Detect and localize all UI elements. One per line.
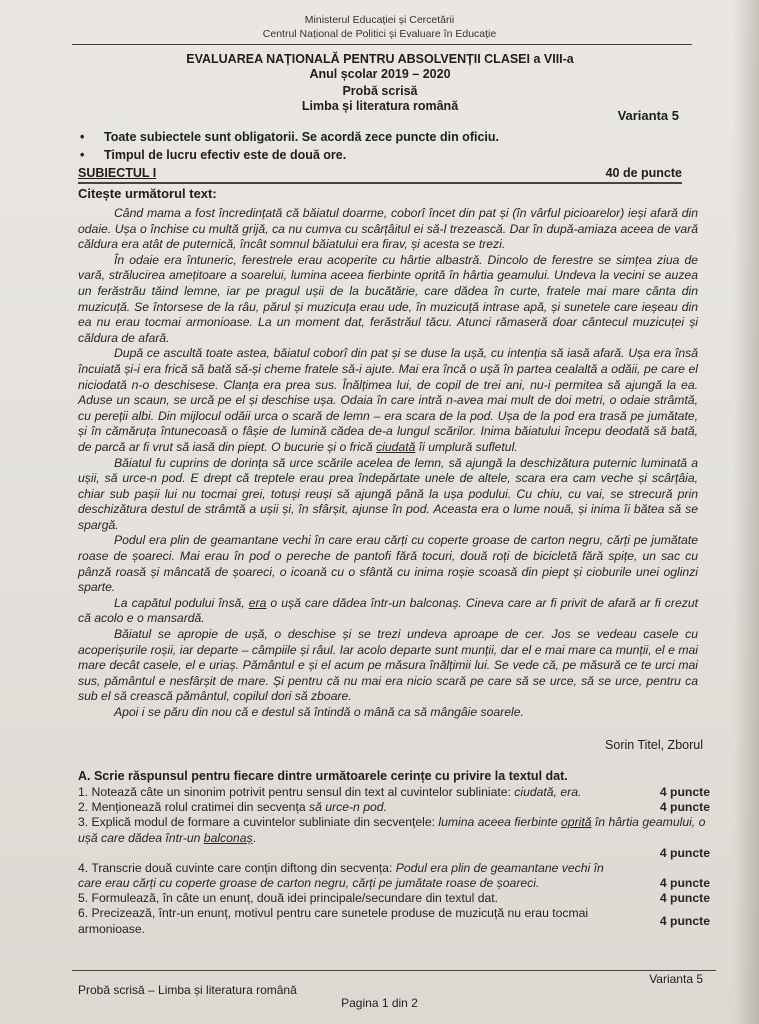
question-italic: lumina aceea fierbinte <box>438 815 562 830</box>
story-paragraph: Când mama a fost încredințată că băiatul doarme, coborî încet din pat și (în vârful picioarelor) ieși afară din odaie. Ușa o închise cu multă grijă, ca nu cumva cu scârțâitul ei să-l trezească. Dar în după-amiaza aceea de vară căldura era atât de puternică, încât somnul băiatului era firav, și acesta se trezi. <box>78 206 698 252</box>
question-points: 4 puncte <box>659 913 710 928</box>
rule-item: • Timpul de lucru efectiv este de două ore. <box>78 146 698 164</box>
school-year: Anul școlar 2019 – 2020 <box>309 67 451 81</box>
ministry-name: Ministerul Educației și Cercetării <box>304 14 455 26</box>
story-paragraph: Podul era plin de geamantane vechi în care erau cărți cu coperte groase de carton negru, cărți pe jumătate roase de șoareci. Mai erau în pod o pereche de pantofi fără tocuri, două roți de bicicletă fără spițe, un sac cu pânză roasă și mâncată de șoareci, o icoană cu o sfântă cu inima roșie scoasă din piept și cioburile unei oglinzi sparte. <box>78 533 698 595</box>
question-text: 3. Explică modul de formare a cuvintelor subliniate din secvențele: <box>78 815 439 830</box>
story-paragraph: Băiatul fu cuprins de dorința să urce scările acelea de lemn, să ajungă la deschizătura puternic luminată a ușii, să urce-n pod. E drept că treptele erau prea îndepărtate unele de altele, scara era cam veche și scârțâia, chiar sub pașii lui nu tocmai grei, totuși reuși să ajungă până la ușa podului. Cu chiu, cu vai, se strecură prin deschizătura destul de strâmtă a ușii și, în sfârșit, ajunse în pod. Aceasta era o lume nouă, și inima îi bătea să se spargă. <box>78 455 698 532</box>
section-rule <box>78 182 682 184</box>
question-points: 4 puncte <box>659 891 710 906</box>
test-type: Probă scrisă <box>342 84 418 98</box>
story-paragraph: În odaie era întuneric, ferestrele erau acoperite cu hârtie albastră. Dincolo de ferestre se simțea ziua de vară, strălucirea amețitoare a soarelui, lumina aceea fierbinte oprită în hârtia geamului. Undeva la vecini se auzea un ferăstrău tăind lemne, iar pe pragul ușii de la bucătărie, care dădea în curte, fratele mai mare cânta din muzicuță. Se întorsese de la râu, părul și muzicuța erau ude, în muzicuță intrase apă, și sunetele care ieșeau din ea nu erau tocmai armonioase. La un moment dat, ferăstrăul tăcu. Atunci rămaseră doar cântecul muzicuței și căldura de afară. <box>78 252 698 345</box>
text-run: După ce ascultă toate astea, băiatul coborî din pat și se duse la ușă, cu intenția să iasă afară. Ușa era însă încuiată și-i era frică să bată să-și cheme fratele să-i ajute. Mai era încă o ușă în partea cealaltă a odăii, pe care el niciodată n-o deschisese. Clanța era prea sus. Înălțimea lui, de copil de trei ani, nu-i permitea să ajungă la ea. Aduse un scaun, se urcă pe el și deschise ușa. Odaia în care intră n-avea mai mult de doi metri, o odaie strâmtă, cu pereții albi. Din mijlocul odăii urca o scară de lemn – era scara de la pod. Ușa de la pod era trasă pe jumătate, și în cămăruța întunecoasă o fâșie de lumină cădea de-a lungul scărilor. Inima băiatului începu deodată să bată, de parcă ar fi vrut să iasă din piept. O bucurie și o frică <box>78 346 698 454</box>
story-paragraph <box>78 596 698 627</box>
question-italic: în hârtia geamului, o ușă care dădea într-un <box>78 815 706 845</box>
question-text: 6. Precizează, într-un enunț, motivul pentru care sunetele produse de muzicuță nu erau tocmai armonioase. <box>78 906 589 936</box>
header-rule <box>72 44 692 45</box>
question-item <box>78 906 710 936</box>
section-points: 40 de puncte <box>605 166 682 180</box>
rules-list <box>78 128 698 164</box>
text-run: îi umplură sufletul. <box>415 439 518 454</box>
question-points: 4 puncte <box>659 785 710 799</box>
underlined-word: oprită <box>561 815 592 830</box>
variant-label: Varianta 5 <box>617 108 679 123</box>
page-number: Pagina 1 din 2 <box>341 996 418 1010</box>
question-italic: Podul era plin de geamantane vechi în care erau cărți cu coperte groase de carton negru, cărți pe jumătate roase de șoareci. <box>78 860 604 891</box>
exam-title: EVALUAREA NAȚIONALĂ PENTRU ABSOLVENȚII CLASEI a VIII-a <box>186 52 574 66</box>
question-italic: ciudată, era. <box>514 785 582 799</box>
question-item <box>78 785 710 800</box>
question-text: 5. Formulează, în câte un enunț, două idei principale/secundare din textul dat. <box>78 891 499 906</box>
question-italic: să urce-n pod. <box>309 800 387 815</box>
underlined-word: balconaș <box>203 830 253 845</box>
rule-item: • Toate subiectele sunt obligatorii. Se acordă zece puncte din oficiu. <box>78 128 698 146</box>
section-title: SUBIECTUL I <box>78 166 157 180</box>
story-paragraph: Băiatul se apropie de ușă, o deschise și se trezi undeva aproape de cer. Jos se vedeau casele cu acoperișurile roșii, iar departe – câmpiile și râul. Iar acolo departe sunt munții, dar el e mai mare ca munții, el e mai mare decât casele, el e uriaș. Pământul e și el acum pe măsura înălțimii lui. Se vede că, pe măsură ce te urci mai sus, pământul e nesfârșit de mare. Și pentru că nu mai era nicio scară pe care să se urce, să se urce, pentru ca sub el să crească pământul, copilul dori să zboare. <box>78 627 698 704</box>
question-list <box>78 785 710 937</box>
underlined-word: era <box>248 595 267 610</box>
question-item <box>78 815 710 860</box>
question-points: 4 puncte <box>659 800 710 815</box>
part-a-heading: A. Scrie răspunsul pentru fiecare dintre următoarele cerințe cu privire la textul dat. <box>78 769 568 783</box>
question-points: 4 puncte <box>659 876 710 891</box>
underlined-word: ciudată <box>376 439 416 454</box>
reading-instruction: Citește următorul text: <box>78 186 217 201</box>
story-paragraph <box>78 346 698 455</box>
question-text: 4. Transcrie două cuvinte care conțin diftong din secvența: <box>78 860 396 875</box>
question-item <box>78 861 710 891</box>
question-text: . <box>252 830 256 845</box>
center-name: Centrul Național de Politici și Evaluare în Educație <box>262 28 497 40</box>
footer-subject: Probă scrisă – Limba și literatura română <box>78 983 297 997</box>
text-run: o ușă care dădea într-un balconaș. Cineva care ar fi privit de afară ar fi crezut că acolo e o mansardă. <box>78 595 698 626</box>
question-points: 4 puncte <box>659 845 710 860</box>
story-text <box>78 206 698 721</box>
question-item <box>78 891 710 906</box>
question-text: 1. Notează câte un sinonim potrivit pentru sensul din text al cuvintelor subliniate: <box>78 785 515 799</box>
story-paragraph: Apoi i se păru din nou că e destul să întindă o mână ca să mângâie soarele. <box>114 705 524 719</box>
footer-variant: Varianta 5 <box>649 972 703 986</box>
story-author: Sorin Titel, Zborul <box>605 738 703 752</box>
page-edge-shadow <box>733 0 759 1024</box>
footer-rule <box>72 970 716 971</box>
subject-name: Limba și literatura română <box>301 99 459 113</box>
question-item <box>78 800 710 815</box>
section-header <box>78 166 682 180</box>
question-text: 2. Menționează rolul cratimei din secvența <box>78 800 310 815</box>
text-run: La capătul podului însă, <box>114 595 249 610</box>
